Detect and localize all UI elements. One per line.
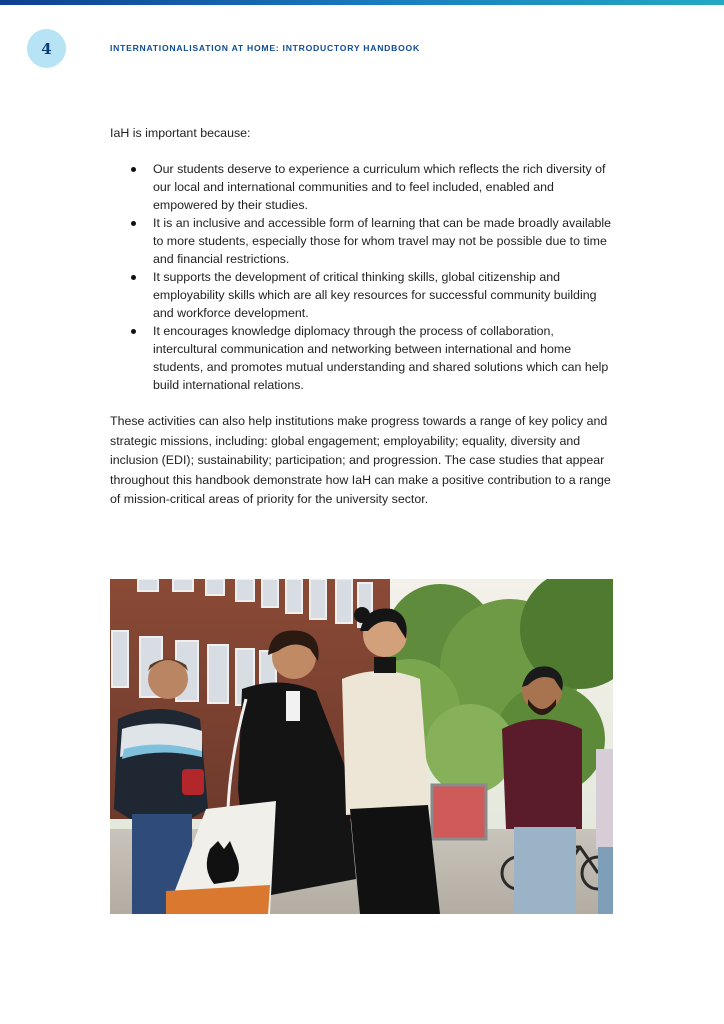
bullet-text: Our students deserve to experience a curriculum which reflects the rich diversity of our local and international communities and to feel included, enabled and empowered by their studies.: [153, 162, 606, 212]
bullet-dot-icon: [131, 167, 136, 172]
bullet-dot-icon: [131, 221, 136, 226]
body-content: [110, 124, 616, 510]
bullet-item: [110, 214, 616, 268]
bullet-item: [110, 160, 616, 214]
page-number: 4: [41, 39, 52, 58]
bullet-text: It encourages knowledge diplomacy through the process of collaboration, intercultural communication and networking between international and home students, and promotes mutual understanding and shared solutions which can help build international relations.: [153, 324, 609, 392]
page-number-badge: [27, 29, 66, 68]
bullet-text: It supports the development of critical thinking skills, global citizenship and employability skills which are all key resources for successful community building and workforce development.: [153, 270, 597, 320]
bullet-item: [110, 322, 616, 394]
bullet-dot-icon: [131, 275, 136, 280]
intro-line: IaH is important because:: [110, 126, 251, 140]
top-accent-bar: [0, 0, 724, 5]
bullet-dot-icon: [131, 329, 136, 334]
campus-students-photo: [110, 579, 613, 914]
running-header: INTERNATIONALISATION AT HOME: INTRODUCTORY HANDBOOK: [110, 43, 420, 53]
bullet-list: [110, 160, 616, 394]
bullet-text: It is an inclusive and accessible form of learning that can be made broadly available to more students, especially those for whom travel may not be possible due to time and financial restrictions.: [153, 216, 612, 266]
bullet-item: [110, 268, 616, 322]
body-paragraph: These activities can also help institutions make progress towards a range of key policy and strategic missions, including: global engagement; employability; equality, diversity and inclusion (EDI); sustainability; participation; and progression. The case studies that appear throughout this handbook demonstrate how IaH can make a positive contribution to a range of mission-critical areas of priority for the university sector.: [110, 414, 611, 506]
